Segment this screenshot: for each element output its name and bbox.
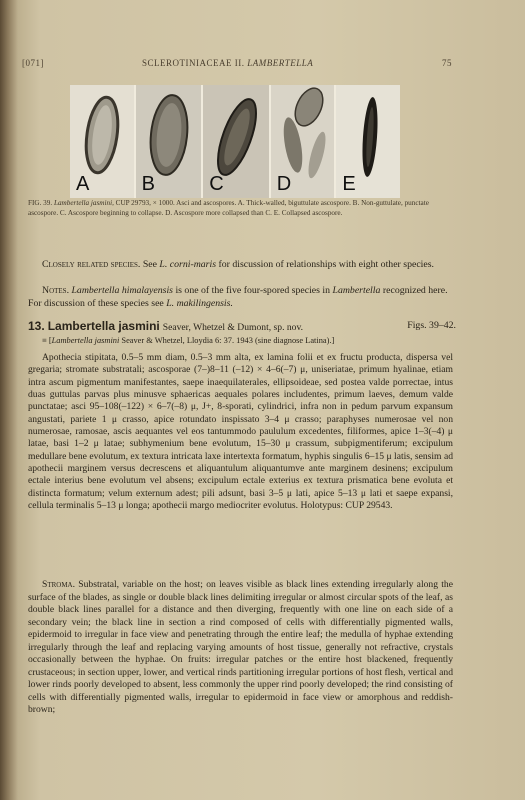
figure-reference: Figs. 39–42. (407, 320, 456, 331)
panel-b (136, 85, 202, 198)
species-heading (28, 319, 456, 335)
notes-paragraph: Notes. Lambertella himalayensis is one of the five four-spored species in Lambertella recognized here. For discussion of these species see L. makilingensis. (28, 285, 448, 309)
running-header (22, 58, 452, 72)
panel-letter-d: D (276, 173, 292, 195)
panel-letter-c: C (209, 173, 224, 195)
closely-related-paragraph: Closely related species. See L. corni-maris for discussion of relationships with eight other species. (42, 259, 434, 270)
panel-a (70, 85, 134, 198)
panel-letter-a: A (76, 173, 90, 195)
latin-description: Apothecia stipitata, 0.5–5 mm diam, 0.5–3 mm alta, ex lamina folii et ex fructu producta, dispersa vel gregaria; stromate substratali; ascosporae (7–)8–11 (–12) × 4–6(–7) μ, uniseriatae, primum hyalinae, etiam intra ascum pigmentum manifestantes, saepe inaequilaterales, ellipsoideae, sed postea valde porrectae, intus duas guttulas parvas plus minusve sphaericas aequales polares includentes, primum laeves, demum valde punctatae; asci 95–108(–122) × 6–7(–8) μ, J+, 8-sporati, cylindrici, infra non in pedum parvum expansum angustati, pariete 1 μ crasso, apice rotundato inspissato 3–4 μ crasso; paraphyses numerosae vel non numerosae, ramosae, ascis aequantes vel eos tantummodo paululum excedentes, filiformes, apice 1–3(–4) μ latae, basi 1–2 μ latae; subhymenium bene evolutum, 15–30 μ crassum, subpigmentiferum; excipulum medullare bene evolutum, ex textura intricata laxe intertexta formatum, hyphis singulis 6–15 μ latis, sensim ad apothecii marginem versus decrescens et aliquantulum aliquantumve ante marginem desinens; excipulum ectale interius bene evolutum vel absens; excipulum ectale exterius ex textura prismatica bene evoluta et distincta formatum; velum externum adest; pili adsunt, basi 3–5 μ lati, apice 5–13 μ lati et saepe expansi, cellula terminalis 5–13 μ longa; apothecii margo mediocriter evolutus. Holotypus: CUP 29543. (28, 352, 453, 512)
synonym-line: ≡ [Lambertella jasmini Seaver & Whetzel, Lloydia 6: 37. 1943 (sine diagnose Latina).] (42, 336, 335, 345)
panel-e (336, 85, 400, 198)
panel-c (203, 85, 269, 198)
stroma-paragraph: Stroma. Substratal, variable on the host; on leaves visible as black lines extending irregularly along the surface of the blades, as single or double black lines delimiting irregular or almost circular spots of the leaf, as double black lines parallel for a distance and then diverging, frequently with one line on each side of a secondary vein; the black line in section a rind composed of cells with differentially pigmented walls, epidermoid to irregular in face view and penetrating through the entire leaf; the medulla of hyphae extending irregularly through the leaf and replacing varying amounts of host tissue, generally not refractive, crystals occasionally between the hyphae. On fruits: irregular patches or the entire host blackened, frequently crustaceous; in section upper, lower, and vertical rinds partitioning irregular portions of host flesh, vertical and lower rinds poorly developed to absent, less commonly the upper rind poorly developed; the rind consisting of cells with differentially pigmented walls, irregular to epidermoid in face view or amorphous and reddish-brown; (28, 579, 453, 716)
panel-letter-e: E (342, 173, 356, 195)
species-authors: Seaver, Whetzel & Dumont, sp. nov. (162, 322, 304, 333)
folio: [071] (22, 58, 44, 68)
figure-plate (70, 85, 400, 198)
panel-d (271, 85, 335, 198)
species-name: Lambertella jasmini (47, 319, 160, 333)
running-title: SCLEROTINIACEAE II. LAMBERTELLA (142, 58, 314, 68)
panel-letter-b: B (141, 173, 155, 195)
species-number: 13. (28, 319, 45, 333)
figure-caption: FIG. 39. Lambertella jasmini, CUP 29793, × 1000. Asci and ascospores. A. Thick-walled, biguttulate ascospore. B. Non-guttulate, punctate ascospore. C. Ascospore beginning to collapse. D. Ascospore more collapsed than C. E. Collapsed ascospore. (28, 199, 429, 217)
page-number: 75 (442, 58, 452, 68)
